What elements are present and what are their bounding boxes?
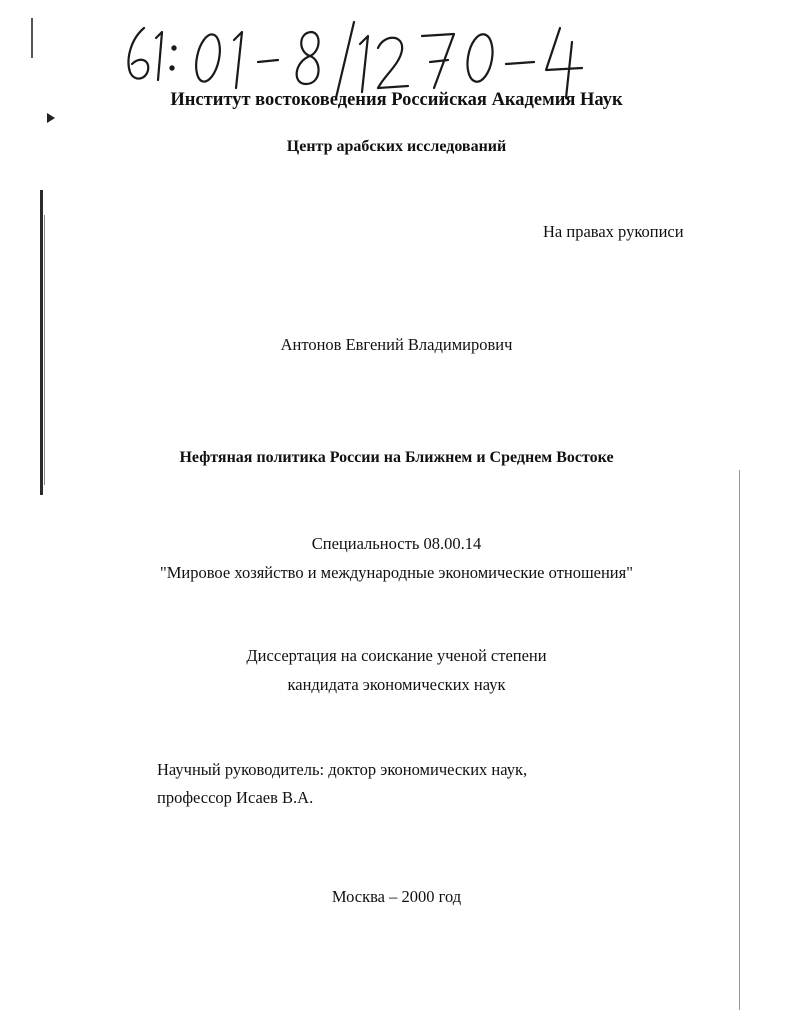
handwritten-number-drawing bbox=[122, 18, 592, 100]
place-and-year: Москва – 2000 год bbox=[331, 887, 462, 906]
degree-line-1: Диссертация на соискание ученой степени bbox=[246, 646, 547, 665]
manuscript-rights-note: На правах рукописи bbox=[543, 222, 684, 241]
author-name: Антонов Евгений Владимирович bbox=[280, 335, 513, 354]
handwritten-catalog-number bbox=[122, 18, 592, 100]
specialty-code: Специальность 08.00.14 bbox=[311, 534, 482, 553]
specialty-name: "Мировое хозяйство и международные экономические отношения" bbox=[160, 563, 633, 582]
dissertation-title: Нефтяная политика России на Ближнем и Среднем Востоке bbox=[179, 449, 614, 466]
center-name: Центр арабских исследований bbox=[286, 138, 507, 155]
arrow-marker-icon bbox=[47, 113, 55, 123]
supervisor-line-2: профессор Исаев В.А. bbox=[157, 788, 314, 807]
degree-line-2: кандидата экономических наук bbox=[287, 675, 506, 694]
supervisor-line-1: Научный руководитель: доктор экономических наук, bbox=[157, 760, 528, 779]
institute-name: Институт востоковедения Российская Академия Наук bbox=[170, 90, 623, 110]
scan-artifact-tick bbox=[31, 18, 33, 58]
